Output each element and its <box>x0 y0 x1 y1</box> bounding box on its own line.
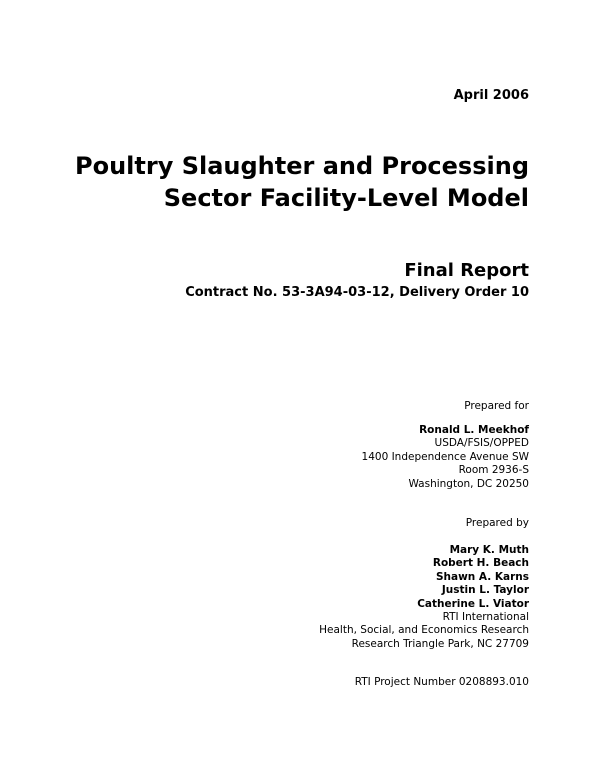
report-title <box>75 150 529 214</box>
author-name: Mary K. Muth <box>449 544 529 556</box>
prepared-for-label: Prepared for <box>464 400 529 412</box>
report-date: April 2006 <box>453 88 529 103</box>
author-name: Shawn A. Karns <box>435 570 529 583</box>
recipient-block <box>362 424 529 491</box>
recipient-line: USDA/FSIS/OPPED <box>434 437 529 450</box>
report-type: Final Report <box>404 260 529 281</box>
recipient-line: Room 2936-S <box>458 464 529 477</box>
organization-line: RTI International <box>442 611 529 624</box>
report-title-line-2: Sector Facility-Level Model <box>163 184 529 212</box>
author-name: Justin L. Taylor <box>441 584 529 597</box>
recipient-name: Ronald L. Meekhof <box>419 424 529 436</box>
recipient-line: 1400 Independence Avenue SW <box>361 450 529 463</box>
contract-number: Contract No. 53-3A94-03-12, Delivery Order 10 <box>185 285 529 300</box>
authors-block <box>319 544 529 651</box>
report-title-line-1: Poultry Slaughter and Processing <box>75 152 529 180</box>
author-name: Robert H. Beach <box>432 557 529 570</box>
recipient-line: Washington, DC 20250 <box>408 477 529 490</box>
organization-line: Research Triangle Park, NC 27709 <box>351 637 529 650</box>
project-number: RTI Project Number 0208893.010 <box>354 676 529 688</box>
prepared-by-label: Prepared by <box>465 517 529 529</box>
author-name: Catherine L. Viator <box>417 597 529 610</box>
organization-line: Health, Social, and Economics Research <box>319 624 529 637</box>
